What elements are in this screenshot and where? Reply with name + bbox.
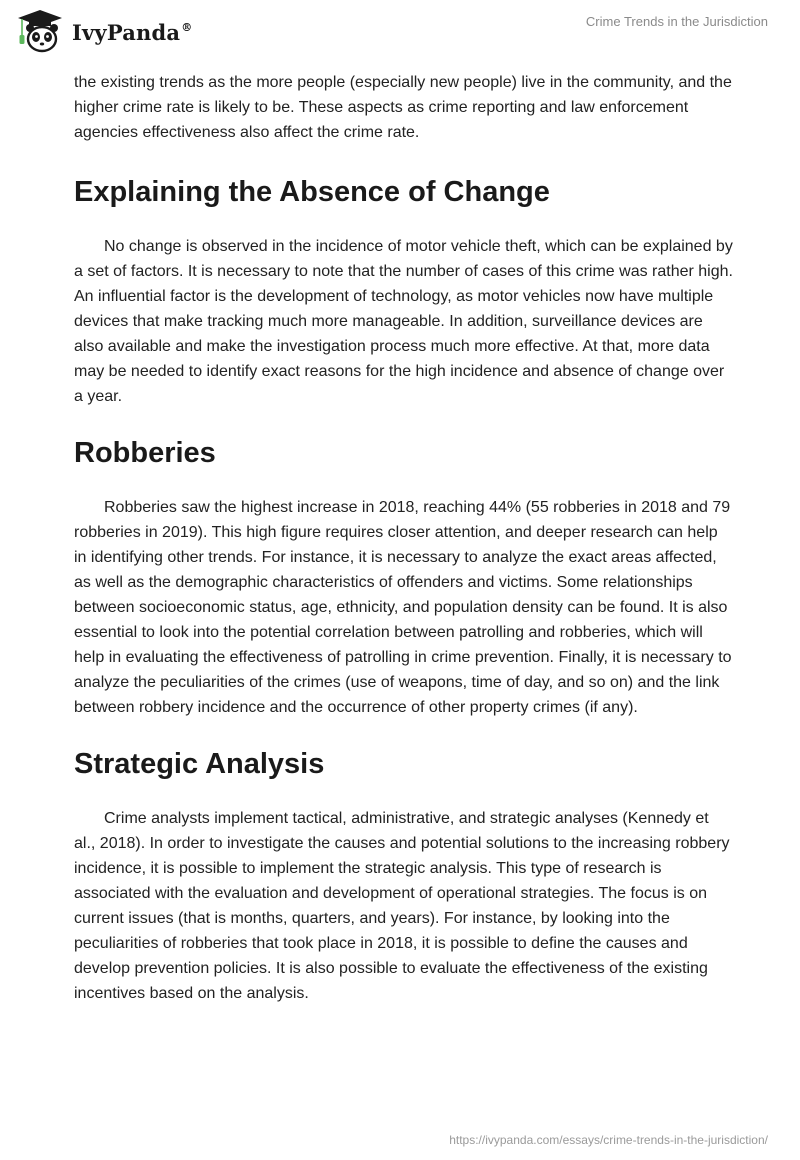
section-heading-absence-of-change: Explaining the Absence of Change bbox=[74, 176, 550, 208]
footer-source-url[interactable]: https://ivypanda.com/essays/crime-trends-in-the-jurisdiction/ bbox=[449, 1133, 768, 1147]
section-paragraph-robberies: Robberies saw the highest increase in 2018, reaching 44% (55 robberies in 2018 and 79 robberies in 2019). This high figure requires closer attention, and deeper research can help in identifying other trends. For instance, it is necessary to analyze the exact areas affected, as well as the demographic characteristics of offenders and victims. Some relationships between socioeconomic status, age, ethnicity, and population density can be found. It is also essential to look into the potential correlation between patrolling and robberies, which will help in evaluating the effectiveness of patrolling in crime prevention. Finally, it is necessary to analyze the peculiarities of the crimes (use of weapons, time of day, and so on) and the link between robbery incidence and the occurrence of other property crimes (if any). bbox=[74, 499, 732, 716]
brand-text: IvyPanda bbox=[72, 19, 181, 45]
page-header bbox=[0, 0, 800, 60]
intro-paragraph: the existing trends as the more people (especially new people) live in the community, and the higher crime rate is likely to be. These aspects as crime reporting and law enforcement agencies effectiveness also affect the crime rate. bbox=[74, 74, 732, 141]
section-heading-strategic-analysis: Strategic Analysis bbox=[74, 748, 325, 780]
registered-mark: ® bbox=[181, 20, 193, 34]
section-heading-robberies: Robberies bbox=[74, 437, 216, 469]
section-paragraph-strategic-analysis: Crime analysts implement tactical, administrative, and strategic analyses (Kennedy et al., 2018). In order to investigate the causes and potential solutions to the increasing robbery incidence, it is possible to implement the strategic analysis. This type of research is associated with the evaluation and development of operational strategies. The focus is on current issues (that is months, quarters, and years). For instance, by looking into the peculiarities of robberies that took place in 2018, it is possible to define the causes and develop prevention policies. It is also possible to evaluate the effectiveness of the existing incentives based on the analysis. bbox=[74, 810, 730, 1002]
brand-name bbox=[72, 20, 192, 45]
running-title: Crime Trends in the Jurisdiction bbox=[585, 14, 768, 29]
section-paragraph-absence-of-change: No change is observed in the incidence of motor vehicle theft, which can be explained by a set of factors. It is necessary to note that the number of cases of this crime was rather high. An influential factor is the development of technology, as motor vehicles now have multiple devices that make tracking much more manageable. In addition, surveillance devices are also available and make the investigation process much more effective. At that, more data may be needed to identify exact reasons for the high incidence and absence of change over a year. bbox=[74, 238, 733, 405]
panda-graduate-logo-icon bbox=[14, 8, 66, 54]
ivypanda-logo[interactable] bbox=[14, 8, 192, 54]
essay-content bbox=[74, 70, 734, 1006]
